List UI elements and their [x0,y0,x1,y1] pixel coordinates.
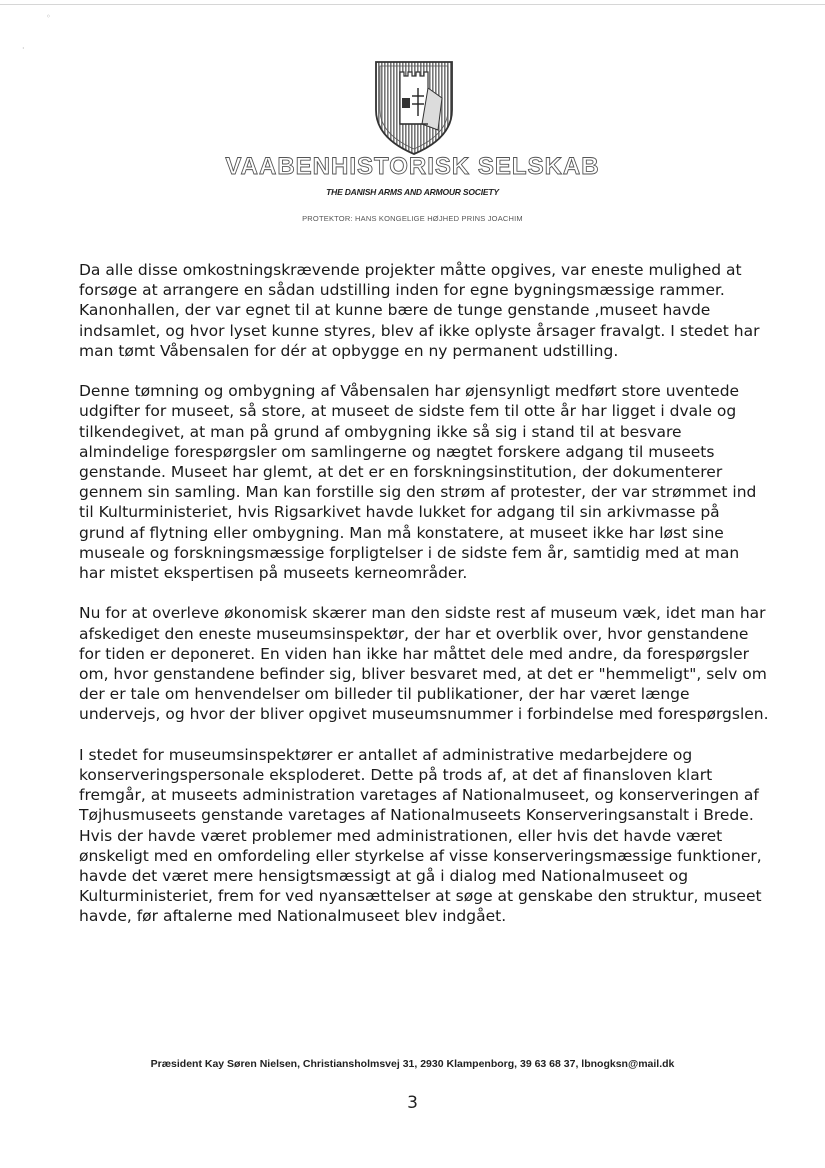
paragraph: I stedet for museumsinspektører er antallet af administrative medarbejdere og konserveringspersonale eksploderet. Dette på trods af, at det af finansloven klart fremgår, at museets administration varetages af Nationalmuseet, og konserveringen af Tøjhusmuseets genstande varetages af Nationalmuseets Konserveringsanstalt i Brede. Hvis der havde været problemer med administrationen, eller hvis det havde været ønskeligt med en omfordeling eller styrkelse af visse konserveringsmæssige funktioner, havde det været mere hensigtsmæssigt at gå i dialog med Nationalmuseet og Kulturministeriet, frem for ved nyansættelser at søge at genskabe den struktur, museet havde, før aftalerne med Nationalmuseet blev indgået. [79,745,762,926]
protector-line: PROTEKTOR: HANS KONGELIGE HØJHED PRINS JOACHIM [302,214,523,223]
letter-body [79,260,769,947]
paragraph: Da alle disse omkostningskrævende projekter måtte opgives, var eneste mulighed at forsøge at arrangere en sådan udstilling inden for egne bygningsmæssige rammer. Kanonhallen, der var egnet til at kunne bære de tunge genstande ,museet havde indsamlet, og hvor lyset kunne styres, blev af ikke oplyste årsager fravalgt. I stedet har man tømt Våbensalen for dér at opbygge en ny permanent udstilling. [79,261,760,360]
society-name: VAABENHISTORISK SELSKAB [225,153,600,180]
society-subtitle: THE DANISH ARMS AND ARMOUR SOCIETY [326,187,499,197]
footer-contact: Præsident Kay Søren Nielsen, Christiansholmsvej 31, 2930 Klampenborg, 39 63 68 37, lbnogksn@mail.dk [150,1058,675,1070]
scan-speck: · [22,44,25,53]
scan-speck: ◦ [46,12,51,21]
scan-edge [0,4,825,5]
society-emblem-icon [372,58,456,156]
paragraph: Denne tømning og ombygning af Våbensalen har øjensynligt medført store uventede udgifter for museet, så store, at museet de sidste fem til otte år har ligget i dvale og tilkendegivet, at man på grund af ombygning ikke så sig i stand til at besvare almindelige forespørgsler om samlingerne og nægtet forskere adgang til museets genstande. Museet har glemt, at det er en forskningsinstitution, der dokumenterer gennem sin samling. Man kan forstille sig den strøm af protester, der var strømmet ind til Kulturministeriet, hvis Rigsarkivet havde lukket for adgang til sin arkivmasse på grund af flytning eller ombygning. Man må konstatere, at museet ikke har løst sine museale og forskningsmæssige forpligtelser i de sidste fem år, samtidig med at man har mistet ekspertisen på museets kerneområder. [79,382,757,583]
page-number: 3 [407,1093,418,1113]
paragraph: Nu for at overleve økonomisk skærer man den sidste rest af museum væk, idet man har afskediget den eneste museumsinspektør, der har et overblik over, hvor genstandene for tiden er deponeret. En viden han ikke har måttet dele med andre, da forespørgsler om, hvor genstandene befinder sig, bliver besvaret med, at det er "hemmeligt", selv om der er tale om henvendelser om billeder til publikationer, der har været længe undervejs, og hvor der bliver opgivet museumsnummer i forbindelse med forespørgslen. [79,604,769,724]
